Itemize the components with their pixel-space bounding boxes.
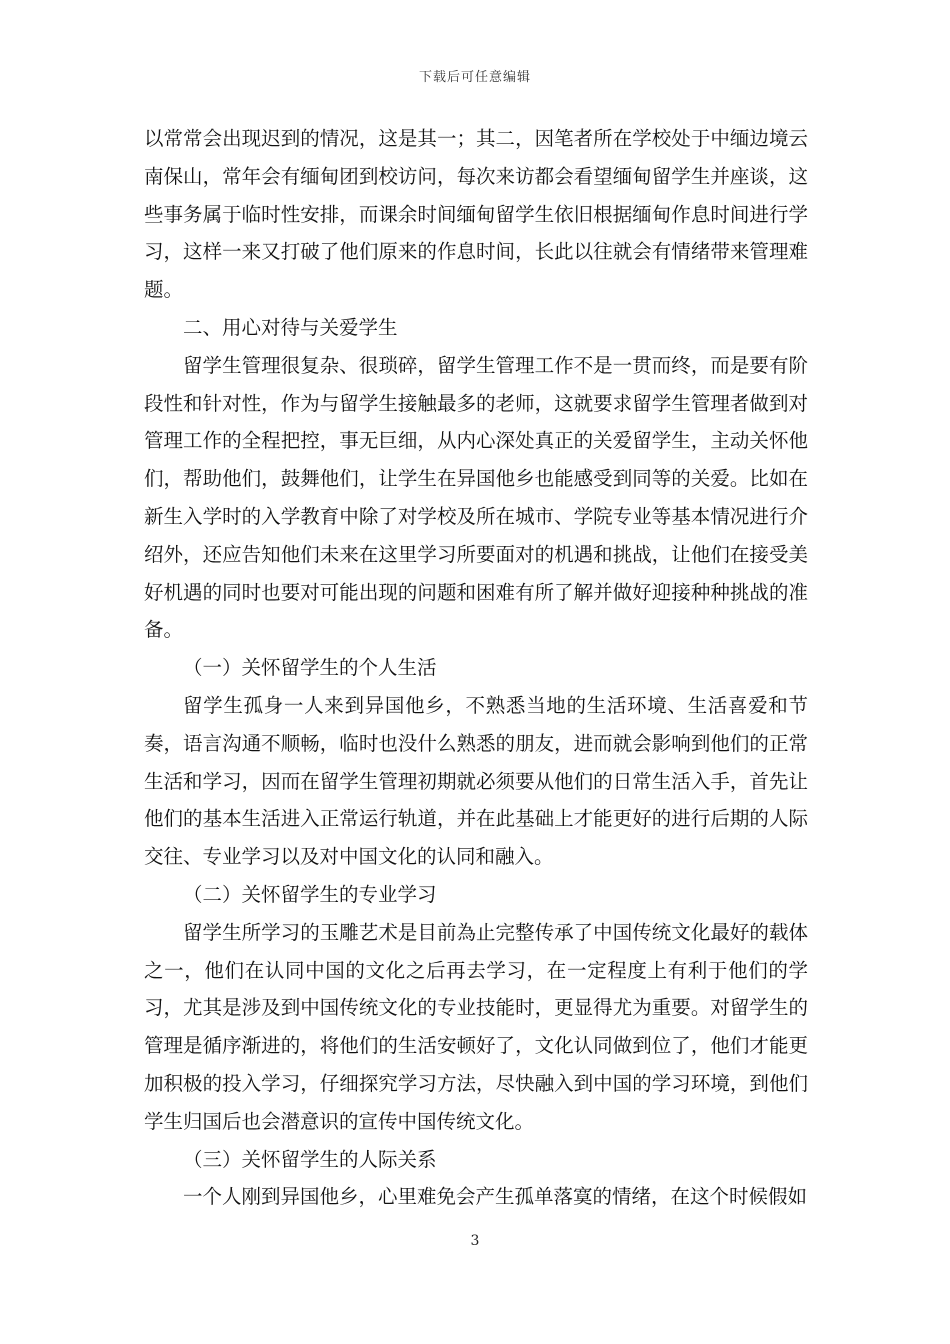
paragraph-subsection-2: 留学生所学习的玉雕艺术是目前為止完整传承了中国传统文化最好的载体之一，他们在认同中国的文化之后再去学习，在一定程度上有利于他们的学习，尤其是涉及到中国传统文化的专业技能时，更显得尤为重要。对留学生的管理是循序渐进的，将他们的生活安顿好了，文化认同做到位了，他们才能更加积极的投入学习，仔细探究学习方法，尽快融入到中国的学习环境，到他们学生归国后也会潜意识的宣传中国传统文化。	[144, 920, 808, 1133]
document-body	[144, 120, 808, 1216]
section-heading-2: 二、用心对待与关爱学生	[183, 315, 398, 339]
page-header: 下载后可任意编辑	[418, 70, 531, 85]
paragraph-subsection-1: 留学生孤身一人来到异国他乡，不熟悉当地的生活环境、生活喜爱和节奏，语言沟通不顺畅，临时也没什么熟悉的朋友，进而就会影响到他们的正常生活和学习，因而在留学生管理初期就必须要从他们的日常生活入手，首先让他们的基本生活进入正常运行轨道，并在此基础上才能更好的进行后期的人际交往、专业学习以及对中国文化的认同和融入。	[144, 693, 808, 869]
subsection-heading-2: （二）关怀留学生的专业学习	[183, 882, 437, 906]
subsection-heading-3: （三）关怀留学生的人际关系	[183, 1147, 437, 1171]
page-number: 3	[470, 1233, 480, 1249]
paragraph-subsection-3: 一个人刚到异国他乡，心里难免会产生孤单落寞的情绪，在这个时候假如	[183, 1185, 808, 1209]
paragraph-section-2: 留学生管理很复杂、很琐碎，留学生管理工作不是一贯而终，而是要有阶段性和针对性，作为与留学生接触最多的老师，这就要求留学生管理者做到对管理工作的全程把控，事无巨细，从内心深处真正的关爱留学生，主动关怀他们，帮助他们，鼓舞他们，让学生在异国他乡也能感受到同等的关爱。比如在新生入学时的入学教育中除了对学校及所在城市、学院专业等基本情况进行介绍外，还应告知他们未来在这里学习所要面对的机遇和挑战，让他们在接受美好机遇的同时也要对可能出现的问题和困难有所了解并做好迎接种种挑战的准备。	[144, 353, 808, 642]
paragraph-continued: 以常常会出现迟到的情况，这是其一；其二，因笔者所在学校处于中缅边境云南保山，常年会有缅甸团到校访问，每次来访都会看望缅甸留学生并座谈，这些事务属于临时性安排，而课余时间缅甸留学生依旧根据缅甸作息时间进行学习，这样一来又打破了他们原来的作息时间，长此以往就会有情绪带来管理难题。	[144, 127, 808, 302]
subsection-heading-1: （一）关怀留学生的个人生活	[183, 656, 437, 680]
